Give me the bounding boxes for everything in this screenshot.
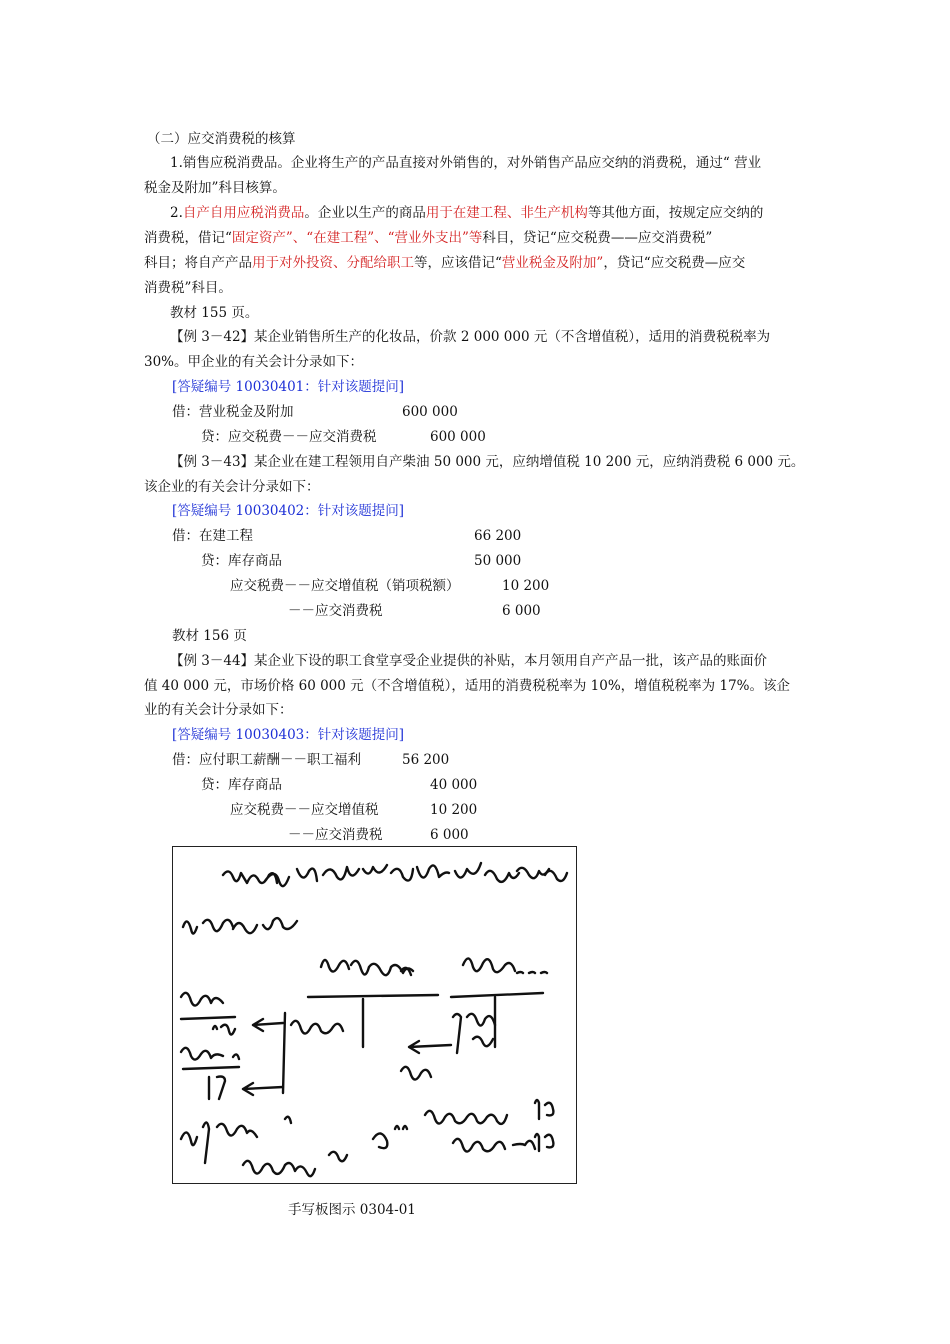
paragraph-2-line-4: 消费税”科目。 — [144, 280, 232, 296]
handwriting-board-image — [172, 846, 577, 1184]
paragraph-2-text: 等，应该借记“ — [414, 255, 502, 271]
ex44-credit-3-label: －－应交消费税 — [288, 827, 383, 843]
paragraph-2-line-1 — [170, 204, 763, 222]
ex44-debit-amount: 56 200 — [402, 752, 450, 768]
paragraph-1-line-2: 税金及附加”科目核算。 — [144, 180, 286, 196]
ex43-credit-3-amount: 6 000 — [502, 603, 541, 619]
paragraph-1-line-1: 1.销售应税消费品。企业将生产的产品直接对外销售的，对外销售产品应交纳的消费税，通过“ 营业 — [170, 155, 762, 171]
paragraph-2-line-3 — [144, 254, 745, 272]
qa-link-10030403[interactable]: [答疑编号 10030403：针对该题提问] — [172, 727, 405, 743]
example-43-line-2: 该企业的有关会计分录如下： — [144, 479, 320, 495]
handwriting-sketch — [173, 847, 576, 1183]
paragraph-2-number: 2. — [170, 205, 183, 221]
paragraph-2-text: ，贷记“应交税费—应交 — [603, 255, 746, 271]
ex43-credit-2-amount: 10 200 — [502, 578, 550, 594]
ex43-credit-3-label: －－应交消费税 — [288, 603, 383, 619]
example-44-line-1: 【例 3－44】某企业下设的职工食堂享受企业提供的补贴，本月领用自产产品一批，该产品的账面价 — [170, 653, 768, 669]
paragraph-2-line-2 — [144, 229, 712, 247]
paragraph-2-text: 科目；将自产产品 — [144, 255, 252, 271]
ex42-credit-amount: 600 000 — [430, 429, 486, 445]
paragraph-2-text: 等其他方面，按规定应交纳的 — [587, 205, 764, 221]
highlight-self-use: 自产自用应税消费品 — [182, 205, 305, 221]
ex44-credit-1-amount: 40 000 — [430, 777, 478, 793]
textbook-page-155: 教材 155 页。 — [170, 305, 259, 321]
qa-link-10030401[interactable]: [答疑编号 10030401：针对该题提问] — [172, 379, 405, 395]
ex43-debit-label: 借：在建工程 — [172, 528, 253, 544]
highlight-accounts: 固定资产”、“在建工程”、“营业外支出”等 — [231, 230, 483, 246]
ex43-credit-2-label: 应交税费－－应交增值税（销项税额） — [230, 578, 460, 594]
example-42-line-1: 【例 3－42】某企业销售所生产的化妆品，价款 2 000 000 元（不含增值税），适用的消费税税率为 — [170, 329, 771, 345]
section-title: （二）应交消费税的核算 — [147, 131, 296, 147]
example-43-line-1: 【例 3－43】某企业在建工程领用自产柴油 50 000 元，应纳增值税 10 200 元，应纳消费税 6 000 元。 — [170, 454, 805, 470]
paragraph-2-text: 科目，贷记“应交税费——应交消费税” — [482, 230, 713, 246]
qa-link-10030402[interactable]: [答疑编号 10030402：针对该题提问] — [172, 503, 405, 519]
example-44-line-3: 业的有关会计分录如下： — [144, 702, 293, 718]
ex44-credit-2-amount: 10 200 — [430, 802, 478, 818]
ex44-credit-2-label: 应交税费－－应交增值税 — [230, 802, 379, 818]
ex43-credit-1-amount: 50 000 — [474, 553, 522, 569]
handwriting-caption: 手写板图示 0304-01 — [288, 1202, 416, 1218]
example-44-line-2: 值 40 000 元，市场价格 60 000 元（不含增值税），适用的消费税税率为 10%，增值税税率为 17%。该企 — [144, 678, 790, 694]
highlight-investment: 用于对外投资、分配给职工 — [252, 255, 414, 271]
ex42-debit-amount: 600 000 — [402, 404, 458, 420]
ex43-debit-amount: 66 200 — [474, 528, 522, 544]
ex42-debit-label: 借：营业税金及附加 — [172, 404, 294, 420]
paragraph-2-text: 。企业以生产的商品 — [304, 205, 426, 221]
highlight-construction: 用于在建工程、非生产机构 — [425, 205, 588, 221]
ex44-credit-3-amount: 6 000 — [430, 827, 469, 843]
textbook-page-156: 教材 156 页 — [172, 628, 247, 644]
ex42-credit-label: 贷：应交税费－－应交消费税 — [201, 429, 377, 445]
ex43-credit-1-label: 贷：库存商品 — [201, 553, 282, 569]
highlight-tax-surcharge: 营业税金及附加” — [501, 255, 604, 271]
ex44-credit-1-label: 贷：库存商品 — [201, 777, 282, 793]
example-42-line-2: 30%。甲企业的有关会计分录如下： — [144, 354, 364, 370]
ex44-debit-label: 借：应付职工薪酬－－职工福利 — [172, 752, 361, 768]
paragraph-2-text: 消费税，借记“ — [144, 230, 232, 246]
